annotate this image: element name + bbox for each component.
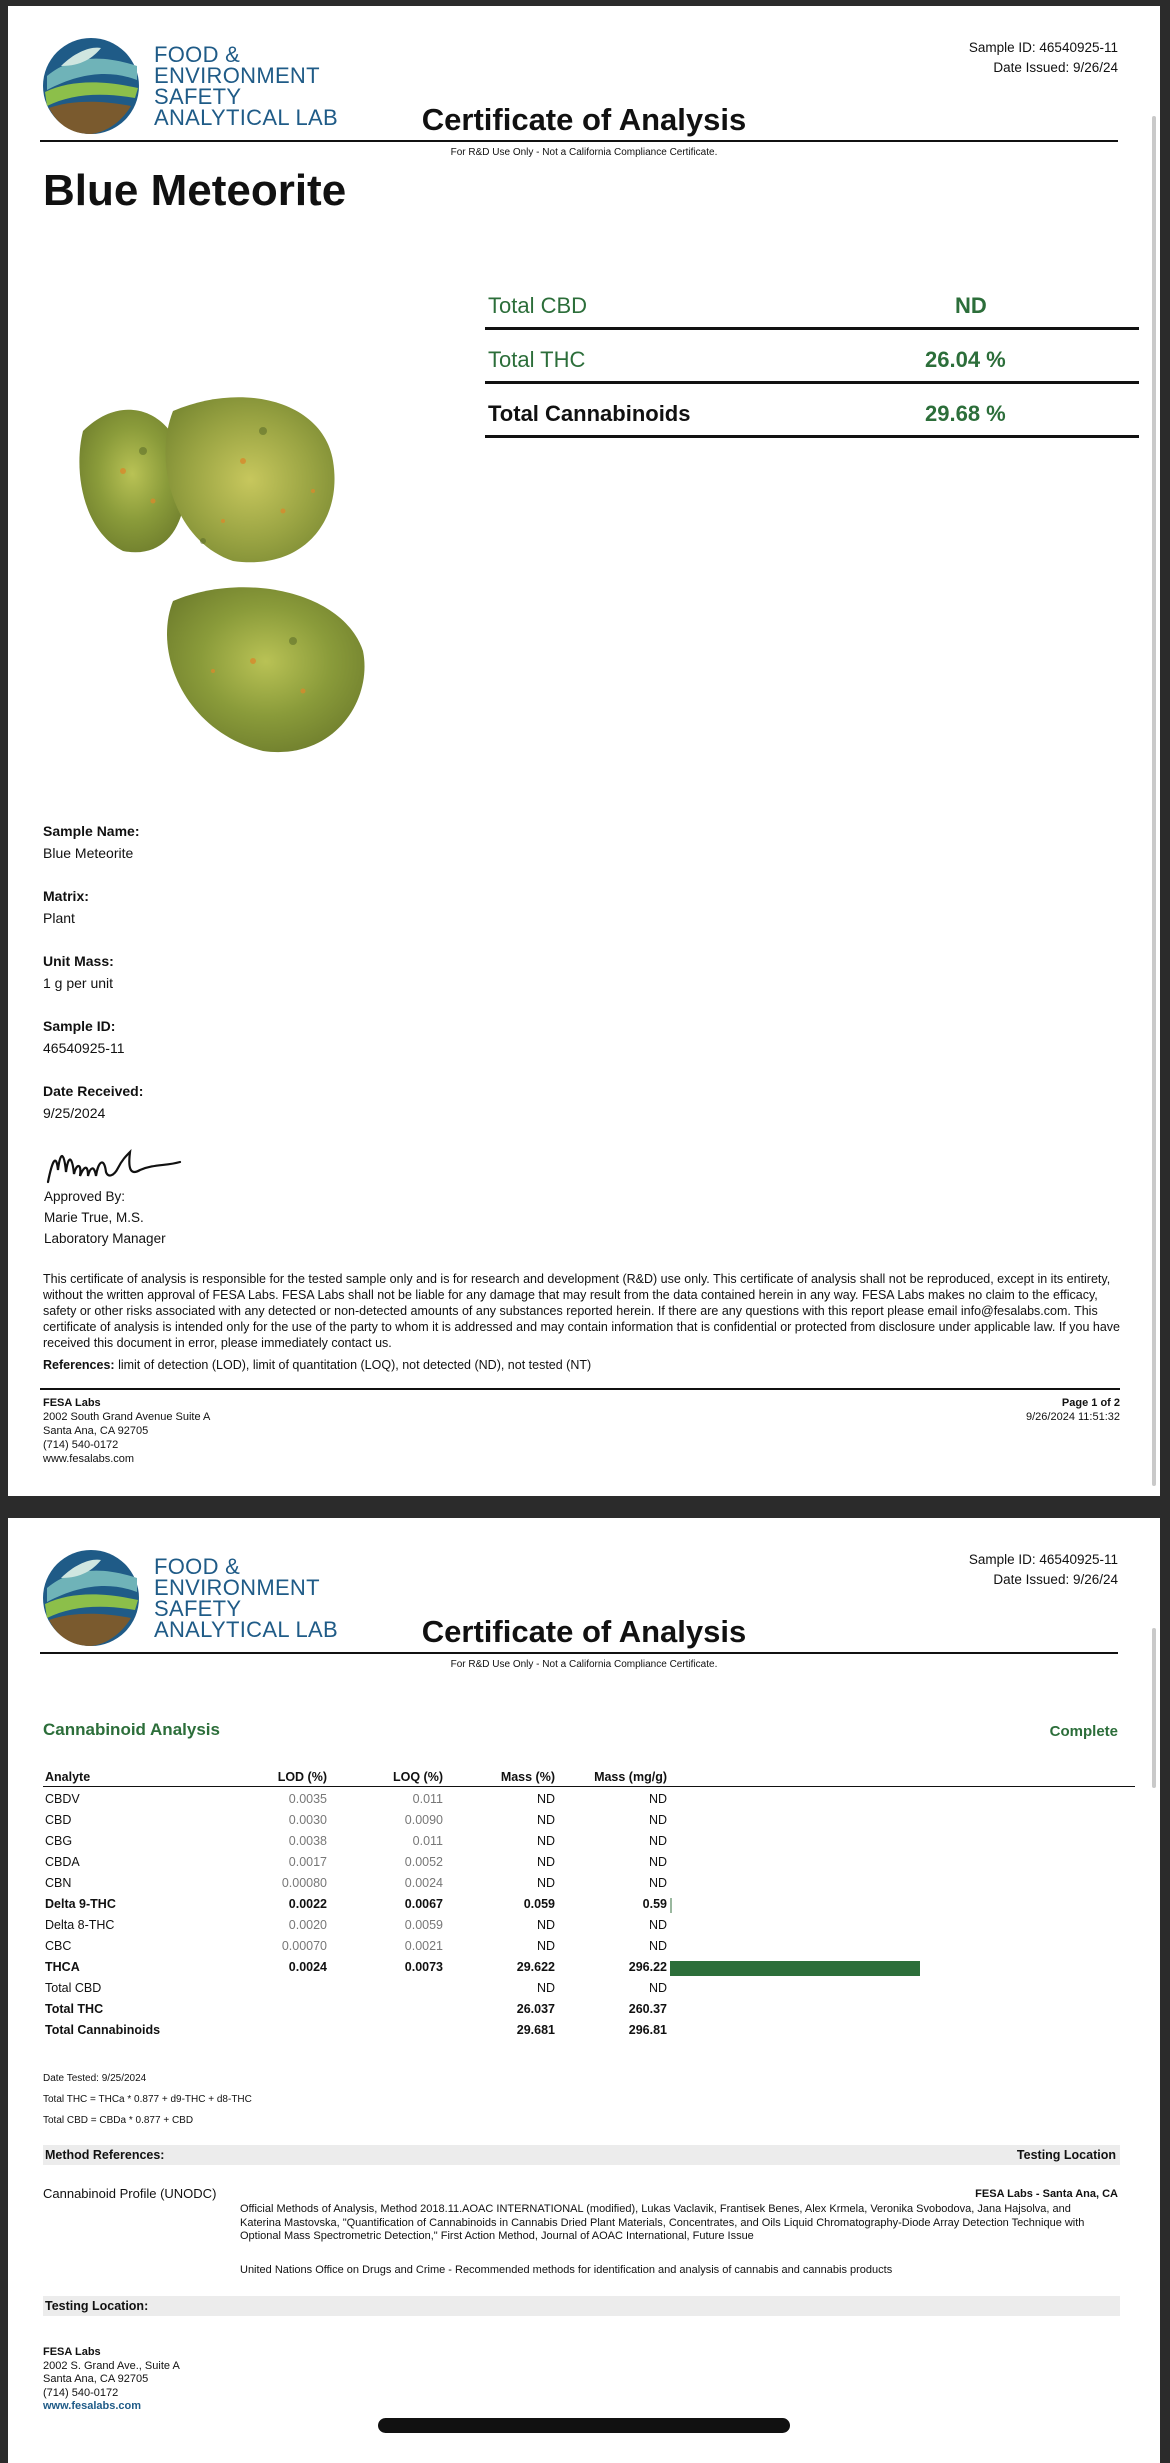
print-timestamp: 9/26/2024 11:51:32 xyxy=(1026,1411,1120,1423)
sample-name-field: Sample Name: Blue Meteorite xyxy=(43,823,140,861)
potency-summary xyxy=(485,276,1139,438)
testing-location-header: Testing Location: xyxy=(43,2296,1120,2316)
disclaimer-text: This certificate of analysis is responsible for the tested sample only and is for research and development (R&D) use only. This certificate of analysis shall not be reproduced, except in its entirety, without the written approval of FESA Labs. FESA Labs shall not be liable for any damage that may result from the data contained herein in any way. FESA Labs makes no claim to the efficacy, safety or other risks associated with any detected or non-detected amounts of any substances reported herein. If there are any questions with this report please email info@fesalabs.com. This certificate of analysis is intended only for the use of the party to whom it is addressed and may contain information that is confidential or protected from disclosure under applicable law. If you have received this document in error, please immediately contact us. xyxy=(43,1272,1120,1350)
cell-mass-mg: 0.59 xyxy=(642,1897,667,1911)
mass-bar xyxy=(670,1961,920,1976)
approver-title: Laboratory Manager xyxy=(44,1231,166,1246)
summary-row: Total CBD ND xyxy=(485,276,1139,330)
cell-mass-mg: 296.22 xyxy=(628,1960,667,1974)
cell-lod: 0.0038 xyxy=(288,1834,327,1848)
date-issued: Date Issued: 9/26/24 xyxy=(993,1572,1118,1587)
divider xyxy=(40,1652,1118,1654)
cell-mass-mg: ND xyxy=(648,1834,667,1848)
method-location: FESA Labs - Santa Ana, CA xyxy=(975,2188,1118,2200)
cell-loq: 0.0052 xyxy=(404,1855,443,1869)
cell-analyte: CBG xyxy=(45,1834,73,1848)
logo-wordmark: FOOD & ENVIRONMENT SAFETY ANALYTICAL LAB xyxy=(154,42,338,130)
cell-loq: 0.0021 xyxy=(404,1939,443,1953)
table-body xyxy=(43,1790,1135,2042)
table-row xyxy=(43,2021,1135,2042)
table-row xyxy=(43,1811,1135,1832)
certificate-page-1 xyxy=(8,6,1160,1496)
table-row xyxy=(43,1832,1135,1853)
summary-row: Total THC 26.04 % xyxy=(485,330,1139,384)
cell-analyte: Total THC xyxy=(45,2002,104,2016)
page-number: Page 1 of 2 xyxy=(1061,1397,1120,1409)
cell-lod: 0.00080 xyxy=(281,1876,327,1890)
cell-mass-mg: ND xyxy=(648,1813,667,1827)
table-header: Analyte LOD (%) LOQ (%) Mass (%) Mass (mg/g) xyxy=(43,1768,1135,1787)
footer-page-info xyxy=(1026,1396,1120,1424)
cell-analyte: CBC xyxy=(45,1939,72,1953)
product-image xyxy=(63,371,423,771)
cell-mass-mg: ND xyxy=(648,1876,667,1890)
sample-id: Sample ID: 46540925-11 xyxy=(968,40,1118,55)
cell-analyte: Total Cannabinoids xyxy=(45,2023,161,2037)
sample-info xyxy=(43,823,543,1148)
cell-lod: 0.0024 xyxy=(288,1960,327,1974)
cell-lod: 0.0020 xyxy=(288,1918,327,1932)
cell-loq: 0.0024 xyxy=(404,1876,443,1890)
footer-address: FESA Labs 2002 South Grand Avenue Suite A Santa Ana, CA 92705 (714) 540-0172 www.fesalabs.com xyxy=(43,1397,211,1465)
table-row xyxy=(43,1979,1135,2000)
cell-mass-mg: 260.37 xyxy=(628,2002,667,2016)
cell-analyte: CBN xyxy=(45,1876,72,1890)
summary-row: Total Cannabinoids 29.68 % xyxy=(485,384,1139,438)
cannabinoid-table xyxy=(43,1768,1135,2042)
cell-analyte: CBDA xyxy=(45,1855,80,1869)
sample-id: Sample ID: 46540925-11 xyxy=(968,1552,1118,1567)
references: References: limit of detection (LOD), limit of quantitation (LOQ), not detected (ND), not tested (NT) xyxy=(43,1358,592,1372)
cell-mass-pct: ND xyxy=(536,1876,555,1890)
table-row xyxy=(43,2000,1135,2021)
cell-mass-pct: ND xyxy=(536,1939,555,1953)
method-citation: Official Methods of Analysis, Method 2018.11.AOAC INTERNATIONAL (modified), Lukas Vaclavik, Frantisek Benes, Alex Krmela, Veronika Svobodova, Jana Hajsolva, and Katerina Mastovska, "Quantification of Cannabinoids in Cannabis Dried Plant Materials, Concentrates, and Oils Liquid Chromatography-Diode Array Detection Technique with Optional Mass Spectrometric Detection," First Action Method, Journal of AOAC International, Future Issue xyxy=(240,2203,1085,2242)
lab-address: FESA Labs 2002 S. Grand Ave., Suite A Santa Ana, CA 92705 (714) 540-0172 www.fesalabs.com xyxy=(43,2346,180,2412)
method-citation-unodc: United Nations Office on Drugs and Crime - Recommended methods for identification and analysis of cannabis and cannabis products xyxy=(240,2264,893,2276)
cell-mass-pct: 29.681 xyxy=(516,2023,555,2037)
table-row xyxy=(43,1874,1135,1895)
cell-loq: 0.0090 xyxy=(404,1813,443,1827)
table-row xyxy=(43,1790,1135,1811)
cell-lod: 0.0017 xyxy=(288,1855,327,1869)
certificate-page-2 xyxy=(8,1518,1160,2463)
table-row xyxy=(43,1853,1135,1874)
cell-mass-mg: 296.81 xyxy=(628,2023,667,2037)
divider xyxy=(40,1388,1120,1390)
home-indicator[interactable] xyxy=(378,2418,790,2433)
cell-mass-mg: ND xyxy=(648,1792,667,1806)
table-row xyxy=(43,1958,1135,1979)
cell-mass-pct: ND xyxy=(536,1813,555,1827)
document-subtitle: For R&D Use Only - Not a California Compliance Certificate. xyxy=(450,1659,718,1670)
cell-analyte: CBD xyxy=(45,1813,72,1827)
approval-block: Approved By: Marie True, M.S. Laboratory Manager xyxy=(44,1186,166,1249)
table-row xyxy=(43,1916,1135,1937)
mass-bar xyxy=(670,1898,672,1913)
cell-mass-mg: ND xyxy=(648,1981,667,1995)
matrix-field: Matrix: Plant xyxy=(43,888,89,926)
approver-name: Marie True, M.S. xyxy=(44,1210,144,1225)
cell-loq: 0.0073 xyxy=(404,1960,443,1974)
logo-wordmark: FOOD & ENVIRONMENT SAFETY ANALYTICAL LAB xyxy=(154,1554,338,1642)
document-title: Certificate of Analysis xyxy=(421,1614,747,1649)
method-name: Cannabinoid Profile (UNODC) xyxy=(43,2186,217,2201)
cell-mass-pct: ND xyxy=(536,1981,555,1995)
unit-mass-field: Unit Mass: 1 g per unit xyxy=(43,953,114,991)
cell-mass-pct: 0.059 xyxy=(523,1897,555,1911)
cell-loq: 0.0059 xyxy=(404,1918,443,1932)
cell-loq: 0.0067 xyxy=(404,1897,443,1911)
calculation-notes: Date Tested: 9/25/2024 Total THC = THCa * 0.877 + d9-THC + d8-THC Total CBD = CBDa * 0.877 + CBD xyxy=(43,2073,252,2126)
cell-loq: 0.011 xyxy=(412,1792,443,1806)
cell-mass-pct: 26.037 xyxy=(516,2002,555,2016)
cell-mass-pct: 29.622 xyxy=(516,1960,555,1974)
cell-mass-mg: ND xyxy=(648,1855,667,1869)
table-row xyxy=(43,1937,1135,1958)
product-name: Blue Meteorite xyxy=(43,166,347,215)
cell-mass-pct: ND xyxy=(536,1834,555,1848)
cell-analyte: CBDV xyxy=(45,1792,80,1806)
cell-lod: 0.0035 xyxy=(288,1792,327,1806)
divider xyxy=(40,140,1118,142)
section-title: Cannabinoid Analysis xyxy=(43,1720,220,1739)
scrollbar[interactable] xyxy=(1152,116,1156,1486)
method-references-header: Method References: Testing Location xyxy=(43,2145,1120,2165)
date-received-field: Date Received: 9/25/2024 xyxy=(43,1083,144,1121)
cell-mass-pct: ND xyxy=(536,1918,555,1932)
status-badge: Complete xyxy=(1049,1723,1118,1740)
cell-mass-mg: ND xyxy=(648,1939,667,1953)
cell-mass-pct: ND xyxy=(536,1855,555,1869)
cell-analyte: Delta 8-THC xyxy=(45,1918,115,1932)
sample-meta xyxy=(969,1550,1118,1590)
cell-analyte: Total CBD xyxy=(45,1981,102,1995)
lab-website-link[interactable]: www.fesalabs.com xyxy=(43,2400,142,2412)
scrollbar[interactable] xyxy=(1152,1628,1156,1788)
cell-mass-pct: ND xyxy=(536,1792,555,1806)
cell-lod: 0.00070 xyxy=(281,1939,327,1953)
sample-id-field: Sample ID: 46540925-11 xyxy=(43,1018,125,1056)
date-issued: Date Issued: 9/26/24 xyxy=(993,60,1118,75)
sample-meta xyxy=(969,38,1118,78)
cell-lod: 0.0022 xyxy=(288,1897,327,1911)
document-title: Certificate of Analysis xyxy=(421,102,747,137)
cell-mass-mg: ND xyxy=(648,1918,667,1932)
document-subtitle: For R&D Use Only - Not a California Compliance Certificate. xyxy=(450,147,718,158)
table-row xyxy=(43,1895,1135,1916)
cell-lod: 0.0030 xyxy=(288,1813,327,1827)
cell-analyte: Delta 9-THC xyxy=(45,1897,116,1911)
cell-loq: 0.011 xyxy=(412,1834,443,1848)
cell-analyte: THCA xyxy=(45,1960,80,1974)
signature-image xyxy=(44,1142,184,1192)
